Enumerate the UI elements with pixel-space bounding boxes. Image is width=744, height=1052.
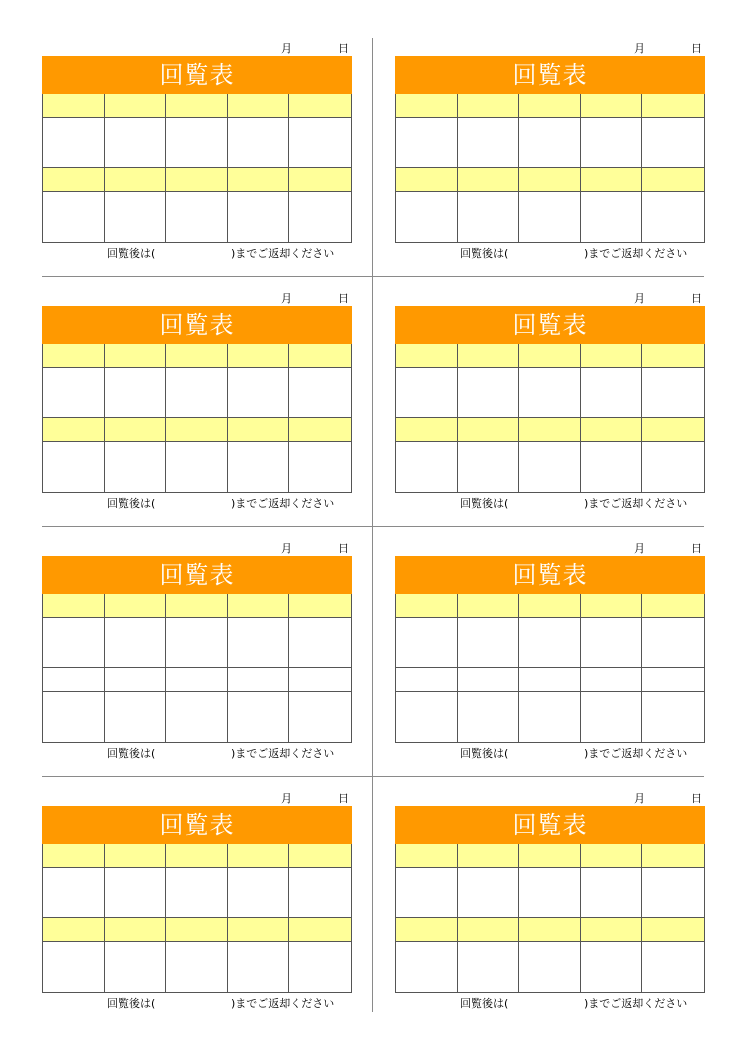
header-stamp-cell bbox=[519, 168, 581, 192]
signature-cell bbox=[105, 118, 167, 168]
signature-cell bbox=[396, 618, 458, 668]
header-stamp-cell bbox=[228, 344, 290, 368]
header-stamp-cell bbox=[43, 844, 105, 868]
signature-cell bbox=[105, 368, 167, 418]
month-label: 月 bbox=[281, 42, 292, 55]
signature-cell bbox=[642, 442, 704, 492]
signature-cell bbox=[43, 692, 105, 742]
header-stamp-cell bbox=[289, 594, 351, 618]
signature-cell bbox=[581, 942, 643, 992]
date-row bbox=[42, 288, 352, 304]
header-stamp-cell bbox=[228, 594, 290, 618]
vertical-cut-line bbox=[372, 38, 373, 1012]
circulation-card-top-right bbox=[395, 38, 705, 258]
signature-cell bbox=[396, 692, 458, 742]
header-stamp-cell bbox=[458, 94, 520, 118]
signature-cell bbox=[642, 692, 704, 742]
date-row bbox=[42, 38, 352, 54]
footer-right-text: )までご返却ください bbox=[231, 997, 335, 1010]
signature-cell bbox=[228, 618, 290, 668]
card-footer bbox=[395, 744, 705, 758]
header-stamp-cell bbox=[289, 418, 351, 442]
circulation-grid bbox=[395, 844, 705, 993]
signature-cell bbox=[396, 442, 458, 492]
footer-left-text: 回覧後は( bbox=[107, 997, 156, 1010]
circulation-grid bbox=[395, 344, 705, 493]
signature-cell bbox=[105, 868, 167, 918]
signature-cell bbox=[458, 368, 520, 418]
circulation-grid bbox=[42, 844, 352, 993]
signature-cell bbox=[228, 192, 290, 242]
signature-cell bbox=[166, 942, 228, 992]
signature-cell bbox=[228, 692, 290, 742]
signature-cell bbox=[228, 118, 290, 168]
signature-cell bbox=[228, 942, 290, 992]
signature-cell bbox=[396, 668, 458, 692]
card-footer bbox=[395, 244, 705, 258]
header-stamp-cell bbox=[289, 94, 351, 118]
signature-cell bbox=[519, 868, 581, 918]
header-stamp-cell bbox=[166, 918, 228, 942]
signature-cell bbox=[289, 368, 351, 418]
signature-cell bbox=[519, 692, 581, 742]
header-stamp-cell bbox=[642, 344, 704, 368]
horizontal-cut-line bbox=[42, 526, 704, 527]
signature-cell bbox=[581, 442, 643, 492]
header-stamp-cell bbox=[289, 344, 351, 368]
circulation-grid bbox=[395, 594, 705, 743]
header-stamp-cell bbox=[228, 844, 290, 868]
signature-cell bbox=[458, 942, 520, 992]
header-stamp-cell bbox=[105, 344, 167, 368]
day-label: 日 bbox=[691, 292, 702, 305]
month-label: 月 bbox=[634, 792, 645, 805]
month-label: 月 bbox=[634, 542, 645, 555]
circulation-card-bottom-right bbox=[395, 788, 705, 1008]
date-row bbox=[395, 788, 705, 804]
circulation-card-row3-right bbox=[395, 538, 705, 758]
header-stamp-cell bbox=[43, 168, 105, 192]
header-stamp-cell bbox=[519, 594, 581, 618]
signature-cell bbox=[105, 192, 167, 242]
month-label: 月 bbox=[281, 792, 292, 805]
header-stamp-cell bbox=[166, 844, 228, 868]
circulation-grid bbox=[395, 94, 705, 243]
signature-cell bbox=[642, 868, 704, 918]
signature-cell bbox=[581, 618, 643, 668]
signature-cell bbox=[43, 618, 105, 668]
signature-cell bbox=[519, 442, 581, 492]
signature-cell bbox=[228, 868, 290, 918]
signature-cell bbox=[396, 368, 458, 418]
circulation-grid bbox=[42, 344, 352, 493]
footer-left-text: 回覧後は( bbox=[107, 747, 156, 760]
signature-cell bbox=[289, 118, 351, 168]
header-stamp-cell bbox=[166, 168, 228, 192]
signature-cell bbox=[105, 442, 167, 492]
signature-cell bbox=[519, 192, 581, 242]
circulation-card-row2-right bbox=[395, 288, 705, 508]
header-stamp-cell bbox=[166, 418, 228, 442]
signature-cell bbox=[519, 942, 581, 992]
header-stamp-cell bbox=[581, 594, 643, 618]
header-stamp-cell bbox=[289, 844, 351, 868]
signature-cell bbox=[166, 368, 228, 418]
header-stamp-cell bbox=[228, 94, 290, 118]
signature-cell bbox=[458, 618, 520, 668]
signature-cell bbox=[105, 692, 167, 742]
day-label: 日 bbox=[338, 292, 349, 305]
date-row bbox=[395, 538, 705, 554]
header-stamp-cell bbox=[166, 94, 228, 118]
card-footer bbox=[395, 994, 705, 1008]
signature-cell bbox=[105, 942, 167, 992]
header-stamp-cell bbox=[458, 918, 520, 942]
header-stamp-cell bbox=[289, 168, 351, 192]
circulation-card-row3-left bbox=[42, 538, 352, 758]
day-label: 日 bbox=[338, 792, 349, 805]
header-stamp-cell bbox=[43, 94, 105, 118]
footer-right-text: )までご返却ください bbox=[584, 247, 688, 260]
signature-cell bbox=[581, 192, 643, 242]
card-title: 回覧表 bbox=[395, 806, 705, 844]
header-stamp-cell bbox=[581, 344, 643, 368]
header-stamp-cell bbox=[519, 344, 581, 368]
header-stamp-cell bbox=[105, 594, 167, 618]
day-label: 日 bbox=[691, 42, 702, 55]
signature-cell bbox=[166, 668, 228, 692]
header-stamp-cell bbox=[43, 918, 105, 942]
header-stamp-cell bbox=[105, 418, 167, 442]
signature-cell bbox=[289, 668, 351, 692]
signature-cell bbox=[519, 368, 581, 418]
card-title: 回覧表 bbox=[42, 556, 352, 594]
header-stamp-cell bbox=[581, 168, 643, 192]
header-stamp-cell bbox=[642, 168, 704, 192]
signature-cell bbox=[43, 442, 105, 492]
signature-cell bbox=[228, 442, 290, 492]
signature-cell bbox=[43, 942, 105, 992]
footer-left-text: 回覧後は( bbox=[460, 497, 509, 510]
signature-cell bbox=[581, 868, 643, 918]
signature-cell bbox=[43, 668, 105, 692]
header-stamp-cell bbox=[396, 918, 458, 942]
signature-cell bbox=[105, 618, 167, 668]
header-stamp-cell bbox=[43, 418, 105, 442]
header-stamp-cell bbox=[642, 918, 704, 942]
signature-cell bbox=[642, 618, 704, 668]
horizontal-cut-line bbox=[42, 776, 704, 777]
signature-cell bbox=[396, 868, 458, 918]
signature-cell bbox=[396, 118, 458, 168]
signature-cell bbox=[43, 192, 105, 242]
header-stamp-cell bbox=[289, 918, 351, 942]
date-row bbox=[395, 38, 705, 54]
signature-cell bbox=[228, 368, 290, 418]
footer-right-text: )までご返却ください bbox=[584, 497, 688, 510]
header-stamp-cell bbox=[458, 594, 520, 618]
signature-cell bbox=[166, 618, 228, 668]
signature-cell bbox=[396, 942, 458, 992]
signature-cell bbox=[289, 692, 351, 742]
footer-left-text: 回覧後は( bbox=[107, 247, 156, 260]
header-stamp-cell bbox=[519, 844, 581, 868]
day-label: 日 bbox=[691, 542, 702, 555]
header-stamp-cell bbox=[43, 594, 105, 618]
circulation-grid bbox=[42, 94, 352, 243]
signature-cell bbox=[458, 192, 520, 242]
header-stamp-cell bbox=[642, 418, 704, 442]
card-title: 回覧表 bbox=[42, 56, 352, 94]
month-label: 月 bbox=[634, 292, 645, 305]
card-footer bbox=[42, 494, 352, 508]
footer-right-text: )までご返却ください bbox=[231, 497, 335, 510]
header-stamp-cell bbox=[519, 918, 581, 942]
signature-cell bbox=[458, 692, 520, 742]
signature-cell bbox=[519, 118, 581, 168]
card-footer bbox=[42, 244, 352, 258]
footer-right-text: )までご返却ください bbox=[584, 997, 688, 1010]
header-stamp-cell bbox=[458, 418, 520, 442]
signature-cell bbox=[642, 192, 704, 242]
footer-right-text: )までご返却ください bbox=[584, 747, 688, 760]
day-label: 日 bbox=[338, 542, 349, 555]
header-stamp-cell bbox=[642, 844, 704, 868]
header-stamp-cell bbox=[43, 344, 105, 368]
signature-cell bbox=[581, 668, 643, 692]
date-row bbox=[42, 538, 352, 554]
card-title: 回覧表 bbox=[395, 56, 705, 94]
header-stamp-cell bbox=[581, 844, 643, 868]
footer-left-text: 回覧後は( bbox=[107, 497, 156, 510]
card-title: 回覧表 bbox=[395, 556, 705, 594]
signature-cell bbox=[228, 668, 290, 692]
header-stamp-cell bbox=[458, 168, 520, 192]
footer-right-text: )までご返却ください bbox=[231, 747, 335, 760]
card-title: 回覧表 bbox=[395, 306, 705, 344]
circulation-card-bottom-left bbox=[42, 788, 352, 1008]
footer-left-text: 回覧後は( bbox=[460, 247, 509, 260]
month-label: 月 bbox=[634, 42, 645, 55]
header-stamp-cell bbox=[105, 94, 167, 118]
signature-cell bbox=[581, 692, 643, 742]
signature-cell bbox=[43, 868, 105, 918]
date-row bbox=[395, 288, 705, 304]
header-stamp-cell bbox=[581, 918, 643, 942]
signature-cell bbox=[581, 368, 643, 418]
header-stamp-cell bbox=[642, 594, 704, 618]
card-title: 回覧表 bbox=[42, 806, 352, 844]
signature-cell bbox=[43, 368, 105, 418]
date-row bbox=[42, 788, 352, 804]
header-stamp-cell bbox=[458, 844, 520, 868]
footer-left-text: 回覧後は( bbox=[460, 997, 509, 1010]
header-stamp-cell bbox=[105, 918, 167, 942]
header-stamp-cell bbox=[105, 844, 167, 868]
footer-right-text: )までご返却ください bbox=[231, 247, 335, 260]
header-stamp-cell bbox=[166, 594, 228, 618]
header-stamp-cell bbox=[396, 844, 458, 868]
signature-cell bbox=[642, 118, 704, 168]
header-stamp-cell bbox=[642, 94, 704, 118]
header-stamp-cell bbox=[396, 594, 458, 618]
signature-cell bbox=[519, 668, 581, 692]
header-stamp-cell bbox=[396, 418, 458, 442]
signature-cell bbox=[458, 668, 520, 692]
day-label: 日 bbox=[338, 42, 349, 55]
signature-cell bbox=[642, 368, 704, 418]
horizontal-cut-line bbox=[42, 276, 704, 277]
card-title: 回覧表 bbox=[42, 306, 352, 344]
signature-cell bbox=[289, 442, 351, 492]
header-stamp-cell bbox=[581, 94, 643, 118]
header-stamp-cell bbox=[458, 344, 520, 368]
circulation-grid bbox=[42, 594, 352, 743]
signature-cell bbox=[166, 118, 228, 168]
header-stamp-cell bbox=[228, 168, 290, 192]
month-label: 月 bbox=[281, 542, 292, 555]
month-label: 月 bbox=[281, 292, 292, 305]
signature-cell bbox=[289, 192, 351, 242]
header-stamp-cell bbox=[228, 918, 290, 942]
signature-cell bbox=[289, 868, 351, 918]
header-stamp-cell bbox=[396, 94, 458, 118]
signature-cell bbox=[458, 118, 520, 168]
signature-cell bbox=[43, 118, 105, 168]
signature-cell bbox=[166, 442, 228, 492]
footer-left-text: 回覧後は( bbox=[460, 747, 509, 760]
header-stamp-cell bbox=[396, 168, 458, 192]
signature-cell bbox=[289, 942, 351, 992]
signature-cell bbox=[166, 868, 228, 918]
signature-cell bbox=[642, 942, 704, 992]
signature-cell bbox=[166, 692, 228, 742]
card-footer bbox=[42, 994, 352, 1008]
card-footer bbox=[395, 494, 705, 508]
signature-cell bbox=[458, 442, 520, 492]
header-stamp-cell bbox=[519, 418, 581, 442]
header-stamp-cell bbox=[105, 168, 167, 192]
header-stamp-cell bbox=[228, 418, 290, 442]
day-label: 日 bbox=[691, 792, 702, 805]
signature-cell bbox=[581, 118, 643, 168]
header-stamp-cell bbox=[166, 344, 228, 368]
signature-cell bbox=[458, 868, 520, 918]
circulation-card-row2-left bbox=[42, 288, 352, 508]
signature-cell bbox=[105, 668, 167, 692]
signature-cell bbox=[519, 618, 581, 668]
header-stamp-cell bbox=[396, 344, 458, 368]
signature-cell bbox=[289, 618, 351, 668]
circulation-card-top-left bbox=[42, 38, 352, 258]
signature-cell bbox=[642, 668, 704, 692]
header-stamp-cell bbox=[581, 418, 643, 442]
signature-cell bbox=[166, 192, 228, 242]
header-stamp-cell bbox=[519, 94, 581, 118]
card-footer bbox=[42, 744, 352, 758]
signature-cell bbox=[396, 192, 458, 242]
